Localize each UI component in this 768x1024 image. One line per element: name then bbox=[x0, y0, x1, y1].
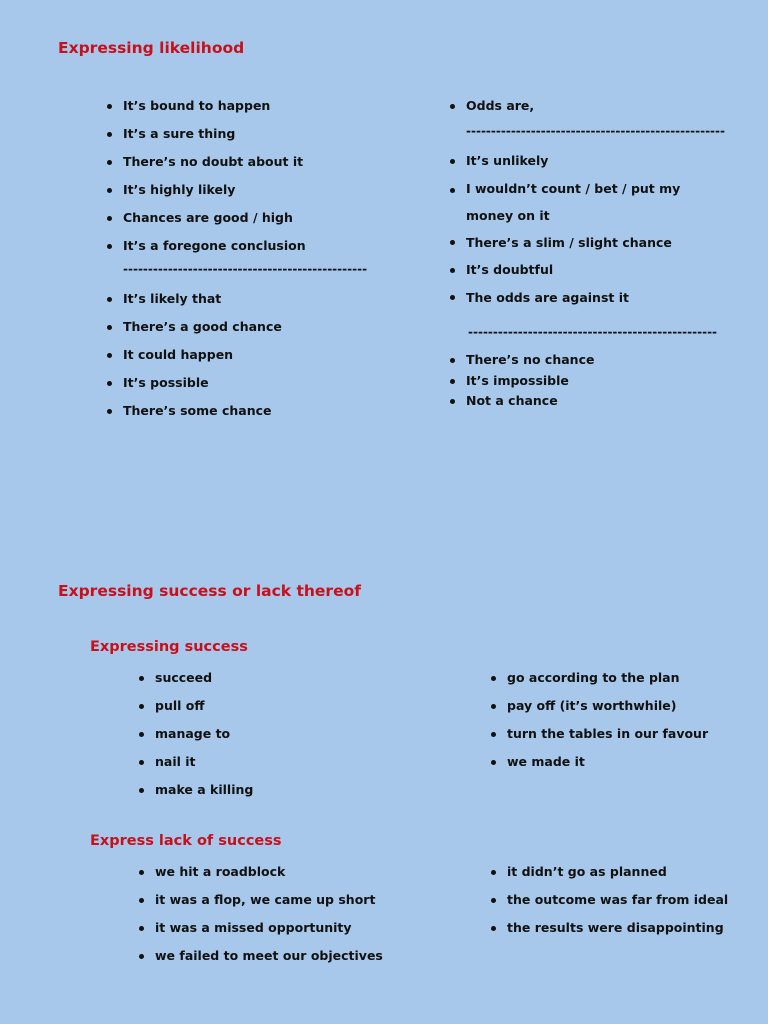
list-item: succeed bbox=[139, 664, 253, 692]
list-item: the outcome was far from ideal bbox=[491, 886, 728, 914]
list-item: it didn’t go as planned bbox=[491, 858, 728, 886]
likelihood-right-list-1 bbox=[450, 92, 534, 120]
success-left-list bbox=[139, 664, 253, 804]
right-divider-1: ---------------------------------------------------- bbox=[466, 124, 725, 138]
list-item: It could happen bbox=[107, 341, 282, 369]
list-item: manage to bbox=[139, 720, 253, 748]
list-item: It’s highly likely bbox=[107, 176, 306, 204]
list-item: pay off (it’s worthwhile) bbox=[491, 692, 708, 720]
list-item: It’s bound to happen bbox=[107, 92, 306, 120]
list-item: There’s no chance bbox=[450, 350, 594, 371]
list-item: There’s no doubt about it bbox=[107, 148, 306, 176]
list-item: I wouldn’t count / bet / put my money on it bbox=[450, 175, 726, 229]
success-title: Expressing success or lack thereof bbox=[58, 582, 361, 600]
list-item: It’s impossible bbox=[450, 371, 594, 392]
list-item: go according to the plan bbox=[491, 664, 708, 692]
likelihood-left-list-1 bbox=[107, 92, 306, 260]
lack-left-list bbox=[139, 858, 383, 970]
list-item: nail it bbox=[139, 748, 253, 776]
likelihood-right-list-2 bbox=[450, 147, 740, 311]
list-item: It’s a foregone conclusion bbox=[107, 232, 306, 260]
list-item: It’s a sure thing bbox=[107, 120, 306, 148]
list-item: turn the tables in our favour bbox=[491, 720, 708, 748]
list-item: It’s doubtful bbox=[450, 256, 740, 284]
list-item: Not a chance bbox=[450, 391, 594, 412]
list-item: make a killing bbox=[139, 776, 253, 804]
list-item: we hit a roadblock bbox=[139, 858, 383, 886]
likelihood-left-list-2 bbox=[107, 285, 282, 425]
list-item: The odds are against it bbox=[450, 284, 740, 312]
list-item: we made it bbox=[491, 748, 708, 776]
likelihood-right-list-3 bbox=[450, 350, 594, 412]
right-divider-2: -------------------------------------------------- bbox=[468, 325, 718, 339]
success-right-list bbox=[491, 664, 708, 776]
list-item: There’s a good chance bbox=[107, 313, 282, 341]
list-item: There’s a slim / slight chance bbox=[450, 229, 740, 257]
list-item: pull off bbox=[139, 692, 253, 720]
list-item: Odds are, bbox=[450, 92, 534, 120]
list-item: It’s unlikely bbox=[450, 147, 740, 175]
list-item: we failed to meet our objectives bbox=[139, 942, 383, 970]
success-subtitle: Expressing success bbox=[90, 639, 248, 655]
list-item: It’s likely that bbox=[107, 285, 282, 313]
list-item: the results were disappointing bbox=[491, 914, 728, 942]
list-item: it was a flop, we came up short bbox=[139, 886, 383, 914]
list-item: It’s possible bbox=[107, 369, 282, 397]
list-item: it was a missed opportunity bbox=[139, 914, 383, 942]
list-item: Chances are good / high bbox=[107, 204, 306, 232]
lack-subtitle: Express lack of success bbox=[90, 833, 282, 849]
lack-right-list bbox=[491, 858, 728, 942]
list-item: There’s some chance bbox=[107, 397, 282, 425]
left-divider: ------------------------------------------------- bbox=[123, 262, 368, 276]
likelihood-title: Expressing likelihood bbox=[58, 39, 245, 57]
